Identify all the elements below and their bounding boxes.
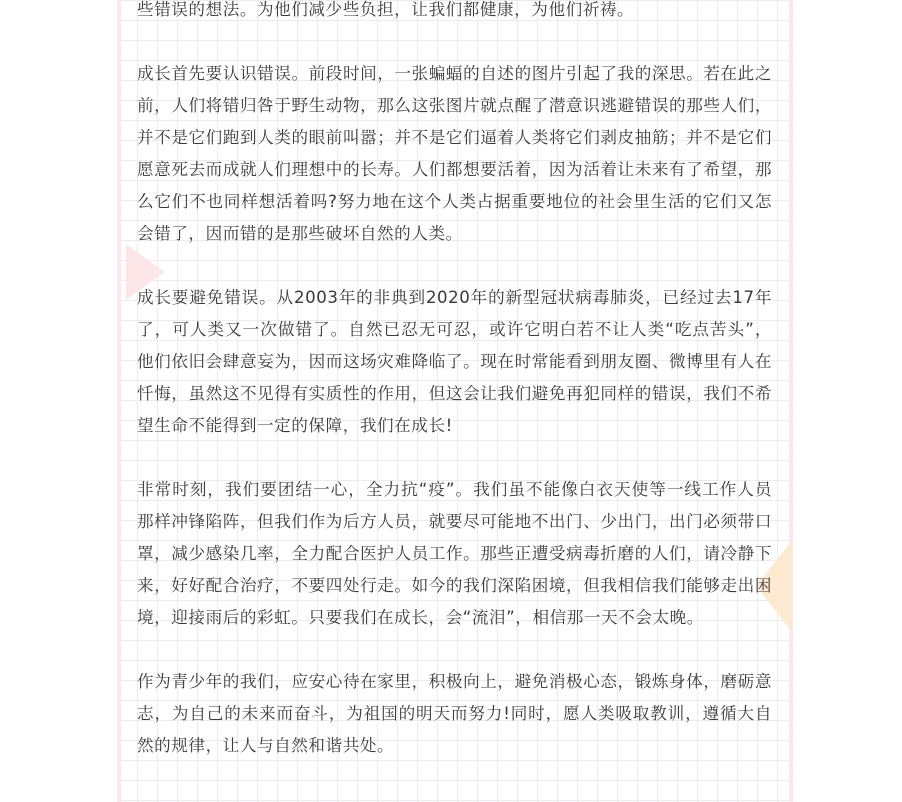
article-body <box>137 0 772 794</box>
article-paragraph: 成长首先要认识错误。前段时间，一张蝙蝠的自述的图片引起了我的深思。若在此之前，人们将错归咎于野生动物，那么这张图片就点醒了潜意识逃避错误的那些人们，并不是它们跑到人类的眼前叫嚣；并不是它们逼着人类将它们剥皮抽筋；并不是它们愿意死去而成就人们理想中的长寿。人们都想要活着，因为活着让未来有了希望，那么它们不也同样想活着吗?努力地在这个人类占据重要地位的社会里生活的它们又怎会错了，因而错的是那些破坏自然的人类。 <box>137 64 772 243</box>
article-paragraph: 非常时刻，我们要团结一心，全力抗“疫”。我们虽不能像白衣天使等一线工作人员那样冲锋陷阵，但我们作为后方人员，就要尽可能地不出门、少出门，出门必须带口罩，减少感染几率，全力配合医护人员工作。那些正遭受病毒折磨的人们，请冷静下来，好好配合治疗，不要四处行走。如今的我们深陷困境，但我相信我们能够走出困境，迎接雨后的彩虹。只要我们在成长，会“流泪”，相信那一天不会太晚。 <box>137 480 772 627</box>
article-paragraph: 作为青少年的我们，应安心待在家里，积极向上，避免消极心态，锻炼身体，磨砺意志，为自己的未来而奋斗，为祖国的明天而努力!同时，愿人类吸取教训，遵循大自然的规律，让人与自然和谐共处。 <box>137 672 772 755</box>
article-paragraph: 些错误的想法。为他们减少些负担，让我们都健康，为他们祈祷。 <box>137 0 635 19</box>
article-paragraph: 成长要避免错误。从2003年的非典到2020年的新型冠状病毒肺炎，已经过去17年了，可人类又一次做错了。自然已忍无可忍，或许它明白若不让人类“吃点苦头”，他们依旧会肆意妄为，因而这场灾难降临了。现在时常能看到朋友圈、微博里有人在忏悔，虽然这不见得有实质性的作用，但这会让我们避免再犯同样的错误，我们不希望生命不能得到一定的保障，我们在成长! <box>137 288 772 435</box>
